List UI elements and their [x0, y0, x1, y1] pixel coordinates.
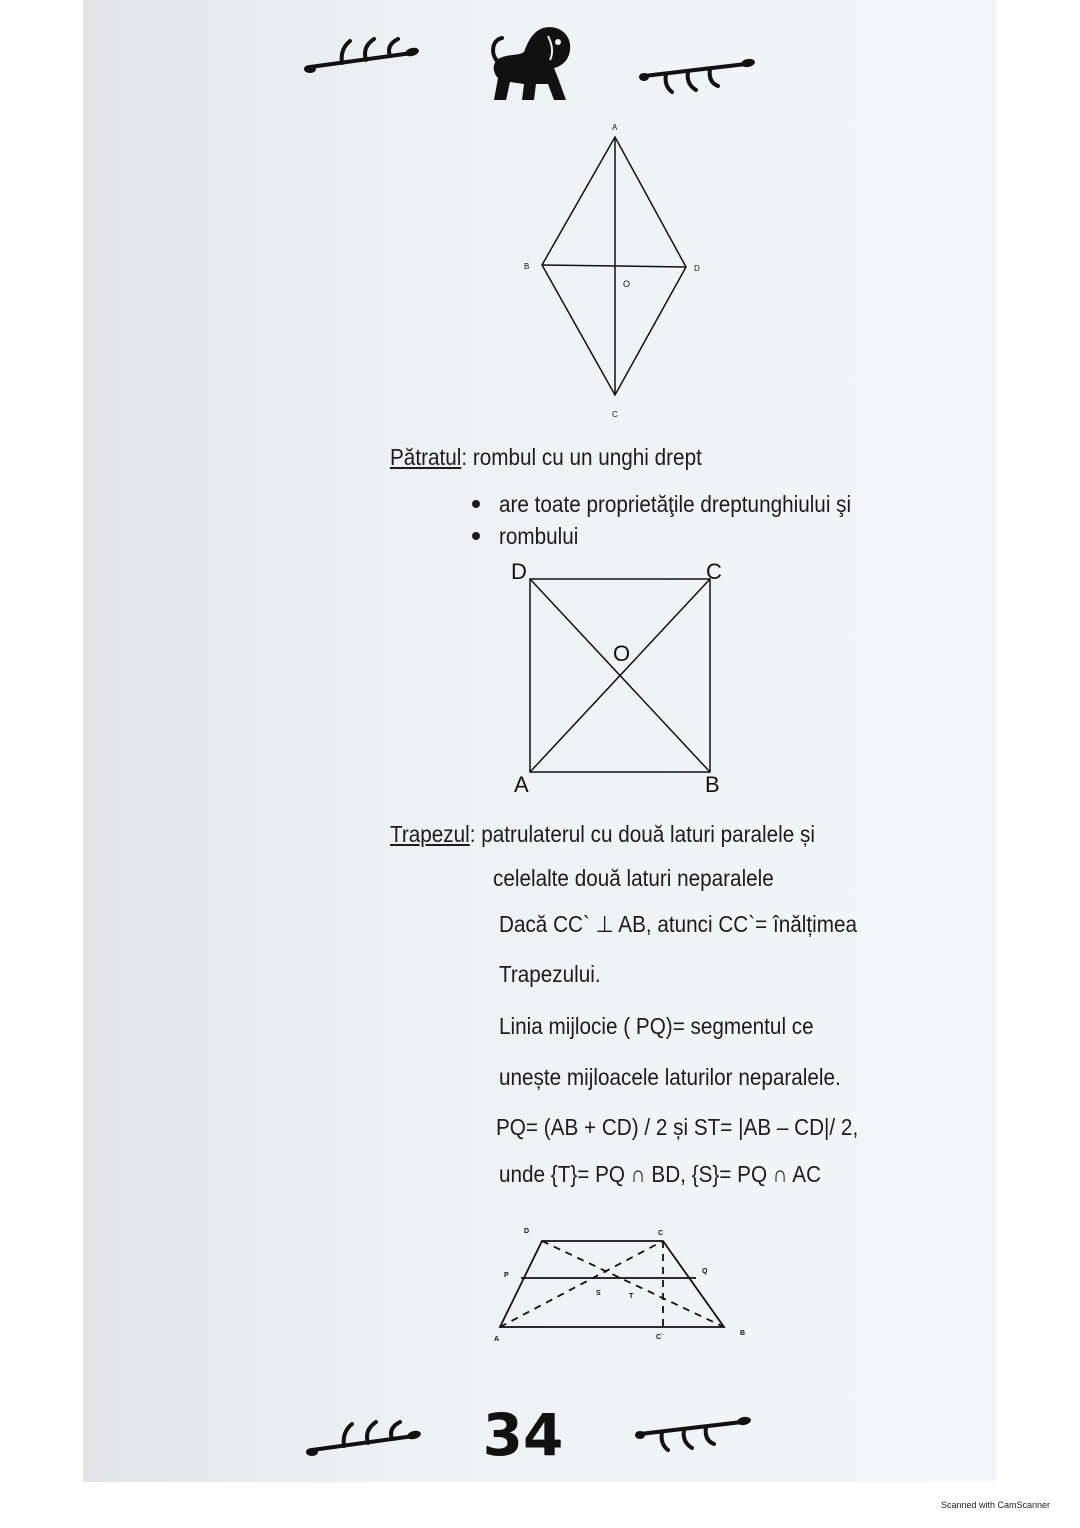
trapezoid-outline — [500, 1241, 724, 1327]
square-label-a: A — [514, 772, 529, 797]
trapezoid-label-d: D — [524, 1228, 530, 1235]
trapezoid-term: Trapezul — [390, 821, 470, 847]
trapezoid-label-t: T — [629, 1293, 634, 1300]
trapezoid-label-a: A — [494, 1336, 500, 1343]
square-label-b: B — [705, 772, 720, 797]
trapezoid-definition — [390, 820, 815, 848]
square-label-o: O — [613, 641, 631, 666]
square-bullet-2: rombului — [499, 523, 579, 549]
rhombus-label-d: D — [694, 264, 700, 273]
trapezoid-line-4: unește mijloacele laturilor neparalele. — [499, 1064, 841, 1090]
square-term: Pătratul — [390, 444, 462, 470]
laurel-branch-left-icon — [302, 1418, 422, 1463]
square-bullet-1: are toate proprietăţile dreptunghiului şi — [499, 491, 852, 517]
trapezoid-label-c-prime: C` — [656, 1334, 664, 1341]
laurel-branch-right-icon — [636, 50, 756, 95]
rhombus-label-b: B — [524, 262, 530, 271]
trapezoid-label-q: Q — [702, 1268, 708, 1275]
trapezoid-diagonal-bd — [542, 1241, 724, 1327]
scanner-watermark: Scanned with CamScanner — [941, 1500, 1051, 1510]
bullet-marker — [472, 500, 480, 508]
rhombus-label-a: A — [612, 123, 618, 132]
trapezoid-line-6: unde {T}= PQ ∩ BD, {S}= PQ ∩ AC — [499, 1161, 822, 1187]
trapezoid-label-s: S — [596, 1290, 601, 1297]
lion-icon — [488, 22, 578, 104]
square-definition — [390, 443, 702, 471]
laurel-branch-left-icon — [300, 35, 420, 80]
trapezoid-definition-line1: : patrulaterul cu două laturi paralele și — [469, 821, 815, 847]
square-diagram — [500, 555, 740, 800]
square-label-c: C — [706, 559, 722, 584]
bullet-marker — [472, 532, 480, 540]
page-number: 34 — [482, 1401, 564, 1469]
trapezoid-diagonal-ac — [500, 1241, 663, 1327]
trapezoid-line-5: PQ= (AB + CD) / 2 și ST= |AB – CD|/ 2, — [496, 1114, 859, 1140]
trapezoid-diagram — [480, 1215, 770, 1355]
laurel-branch-right-icon — [632, 1408, 752, 1453]
rhombus-diagram — [500, 115, 720, 425]
rhombus-diagonal-bd — [542, 265, 686, 267]
trapezoid-label-b: B — [740, 1330, 746, 1337]
trapezoid-line-1: Dacă CC` ⊥ AB, atunci CC`= înălțimea — [499, 911, 857, 937]
square-label-d: D — [511, 559, 527, 584]
rhombus-label-c: C — [612, 410, 618, 419]
trapezoid-label-p: P — [504, 1272, 509, 1279]
trapezoid-definition-line2: celelalte două laturi neparalele — [493, 865, 774, 891]
trapezoid-line-2: Trapezului. — [499, 961, 601, 987]
square-definition-text: : rombul cu un unghi drept — [461, 444, 702, 470]
trapezoid-line-3: Linia mijlocie ( PQ)= segmentul ce — [499, 1013, 814, 1039]
trapezoid-label-c: C — [658, 1230, 664, 1237]
rhombus-label-o: O — [623, 279, 631, 289]
